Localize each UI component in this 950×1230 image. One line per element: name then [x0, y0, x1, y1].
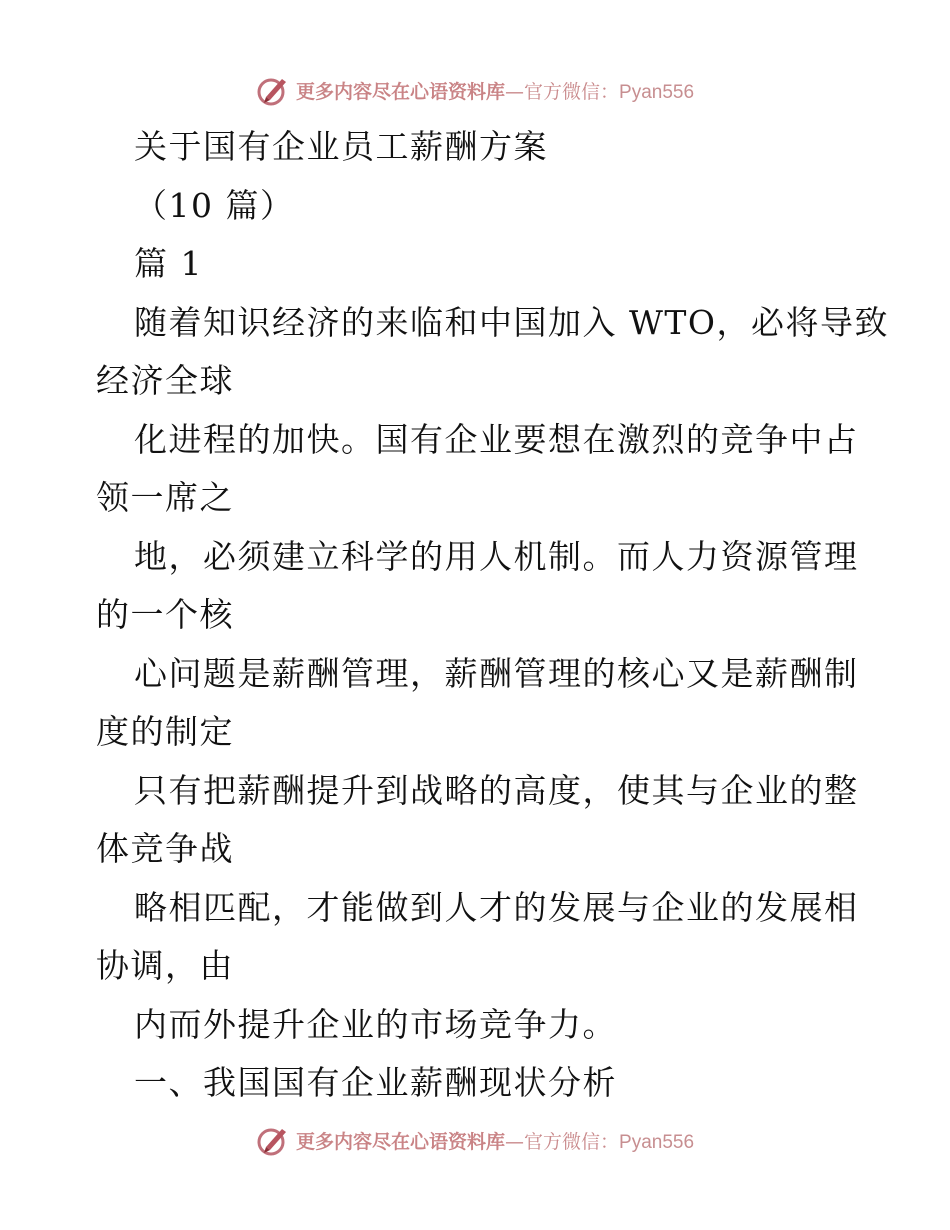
banner-site: 心语资料库 [409, 1130, 505, 1153]
paragraph-line: 化进程的加快。国有企业要想在激烈的竞争中占 [134, 420, 859, 459]
paragraph-line: 体竞争战 [96, 829, 234, 868]
banner-account: Pyan556 [619, 1131, 695, 1153]
doc-title: 关于国有企业员工薪酬方案 [134, 127, 548, 166]
banner-account: Pyan556 [619, 81, 695, 103]
header-watermark-banner [0, 70, 950, 110]
paragraph-line: 协调，由 [96, 946, 234, 985]
paragraph-line: 经济全球 [96, 361, 234, 400]
paragraph-line: 略相匹配，才能做到人才的发展与企业的发展相 [134, 888, 859, 927]
banner-site: 心语资料库 [409, 80, 505, 103]
section-subheading: 一、我国国有企业薪酬现状分析 [134, 1063, 617, 1102]
banner-label: 官方微信： [524, 80, 620, 103]
paragraph-line: 心问题是薪酬管理，薪酬管理的核心又是薪酬制 [134, 654, 859, 693]
pen-logo-icon [256, 1123, 290, 1157]
paragraph-line: 随着知识经济的来临和中国加入 WTO，必将导致 [134, 303, 889, 342]
banner-lead: 更多内容尽在 [295, 1130, 410, 1153]
paragraph-line: 度的制定 [96, 712, 234, 751]
footer-watermark-banner [0, 1120, 950, 1160]
banner-lead: 更多内容尽在 [295, 80, 410, 103]
pen-logo-icon [256, 73, 290, 107]
doc-subtitle: （10 篇） [134, 186, 295, 225]
paragraph-line: 内而外提升企业的市场竞争力。 [134, 1005, 617, 1044]
paragraph-line: 只有把薪酬提升到战略的高度，使其与企业的整 [134, 771, 859, 810]
banner-dash: — [505, 80, 524, 103]
paragraph-line: 领一席之 [96, 478, 234, 517]
banner-dash: — [505, 1130, 524, 1153]
paragraph-line: 地，必须建立科学的用人机制。而人力资源管理 [134, 537, 859, 576]
paragraph-line: 的一个核 [96, 595, 234, 634]
section-heading: 篇 1 [134, 244, 203, 283]
banner-label: 官方微信： [524, 1130, 620, 1153]
